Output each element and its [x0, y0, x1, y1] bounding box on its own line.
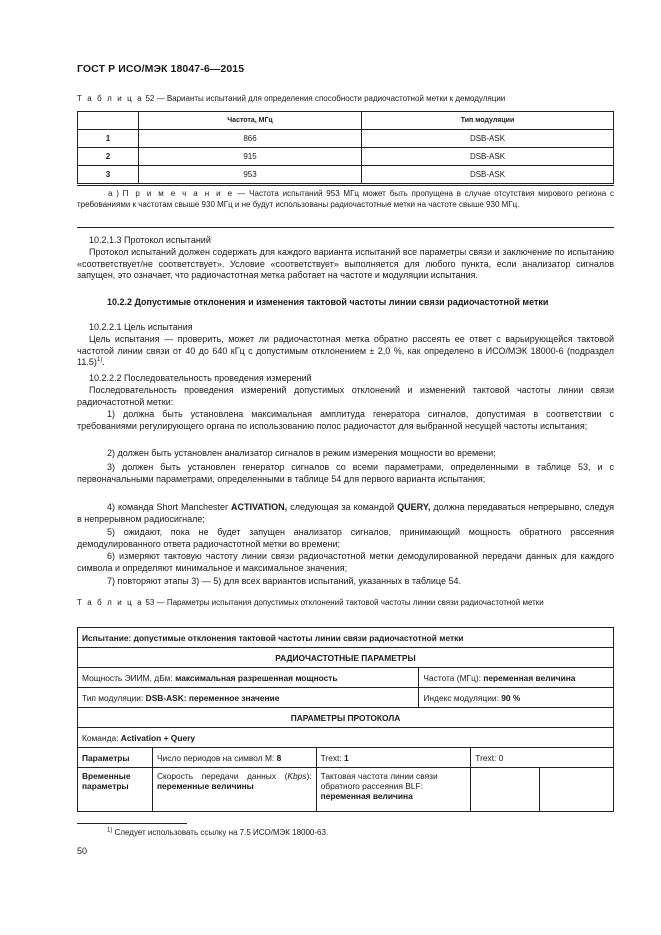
section-10-2-1-3-heading: 10.2.1.3 Протокол испытаний: [89, 235, 211, 245]
table-row: [78, 648, 614, 668]
table-cell: Параметры: [78, 748, 153, 768]
test-title-cell: Испытание: допустимые отклонения тактовой частоты линии связи радиочастотной метки: [78, 628, 614, 648]
procedure-intro: Последовательность проведения измерений допустимых отклонений и изменений тактовой частоты линии связи радиочастотной метки:: [77, 385, 614, 407]
table-cell: [471, 768, 540, 812]
table-cell: 953: [139, 166, 362, 184]
table-cell: Тактовая частота линии связи обратного рассеяния BLF: переменная величина: [316, 768, 471, 812]
section-10-2-2-1-body: Цель испытания — проверить, может ли радиочастотная метка обратно рассеять ее ответ с варьирующейся тактовой частотой линии связи от 40 до 640 кГц с допустимым отклонением ± 2,0 %, как определено в ИСО/МЭК 18000-6 (подраздел 11.5)$^{1)}$.: [77, 334, 614, 368]
table-cell: Тип модуляции: DSB-ASK: переменное значение: [78, 688, 419, 708]
table-row: [78, 748, 614, 768]
protocol-params-header: ПАРАМЕТРЫ ПРОТОКОЛА: [78, 708, 614, 728]
table-row: [78, 166, 614, 184]
page-number: 50: [77, 846, 88, 856]
table-row: [78, 130, 614, 148]
table-row: [78, 148, 614, 166]
document-header: ГОСТ Р ИСО/МЭК 18047-6—2015: [77, 63, 245, 75]
table52-caption: Т а б л и ц а 52 — Варианты испытаний для определения способности радиочастотной метки к демодуляции: [77, 94, 506, 103]
table-cell: Мощность ЭИИМ, дБм: максимальная разрешенная мощность: [78, 668, 419, 688]
procedure-step-1: 1) должна быть установлена максимальная амплитуда генератора сигналов, допустимая в соответствии с требованиями регулирующего органа по использованию полос радиочастот для выбранной несущей частоты испытания;: [77, 409, 614, 431]
table-header-cell: Частота, МГц: [139, 112, 362, 130]
table-cell: 915: [139, 148, 362, 166]
table53-caption: Т а б л и ц а 53 — Параметры испытания допустимых отклонений тактовой частоты линии связи радиочастотной метки: [77, 598, 544, 607]
procedure-step-4: 4) команда Short Manchester ACTIVATION, следующая за командой QUERY, должна передаваться непрерывно, следуя в непрерывном радиосигнале;: [77, 502, 614, 524]
table-cell: Число периодов на символ М: 8: [152, 748, 316, 768]
table-cell: DSB-ASK: [362, 148, 614, 166]
section-10-2-2-2-heading: 10.2.2.2 Последовательность проведения измерений: [89, 373, 312, 383]
table-cell: DSB-ASK: [362, 166, 614, 184]
table-cell: Команда: Activation + Query: [78, 728, 614, 748]
table-cell: 866: [139, 130, 362, 148]
section-10-2-2-heading: 10.2.2 Допустимые отклонения и изменения тактовой частоты линии связи радиочастотной метки: [107, 297, 549, 307]
table-cell: 3: [78, 166, 139, 184]
section-10-2-2-1-heading: 10.2.2.1 Цель испытания: [89, 322, 193, 332]
section-10-2-1-3-body: Протокол испытаний должен содержать для каждого варианта испытаний все параметры связи и заключение по испытанию «соответствует/не соответствует». Условие «соответствует» выполняется для любого пункта, если анализатор сигналов запущен, это означает, что радиочастотная метка работает на частоте и модуляции испытания.: [77, 247, 614, 281]
table-cell: Скорость передачи данных (Kbps): переменные величины: [152, 768, 316, 812]
footnote-divider: [77, 823, 187, 824]
procedure-step-2: 2) должен быть установлен анализатор сигналов в режим измерения мощности во времени;: [107, 448, 496, 458]
table-cell: Частота (МГц): переменная величина: [419, 668, 614, 688]
table-cell: DSB-ASK: [362, 130, 614, 148]
table-row: [78, 708, 614, 728]
table-row: [78, 668, 614, 688]
table-header-cell: [78, 112, 139, 130]
table-cell: 1: [78, 130, 139, 148]
table52-note: а ) П р и м е ч а н и е — Частота испытаний 953 МГц может быть пропущена в случае отсутствия мирового региона с требованиями к частотам свыше 930 МГц и не будут использованы радиочастотные метки на частоте свыше 930 МГц.: [77, 185, 614, 228]
table-header-cell: Тип модуляции: [362, 112, 614, 130]
table-cell: Временные параметры: [78, 768, 153, 812]
table-53: [77, 627, 614, 812]
table-row: [78, 628, 614, 648]
footnote: $^{1)}$ Следует использовать ссылку на 7.5 ИСО/МЭК 18000-63.: [107, 827, 329, 837]
table-cell: Trext: 1: [316, 748, 471, 768]
table-cell: Индекс модуляции: 90 %: [419, 688, 614, 708]
procedure-step-3: 3) должен быть установлен генератор сигналов со всеми параметрами, определенными в таблице 53, и с первоначальными параметрами, определенными в таблице 54 для первого варианта испытания;: [77, 462, 614, 484]
procedure-step-5: 5) ожидают, пока не будет запущен анализатор сигналов, принимающий мощность обратного рассеяния демодулированного ответа радиочастотной метки во времени;: [77, 527, 614, 549]
procedure-step-6: 6) измеряют тактовую частоту линии связи радиочастотной метки демодулированной передачи данных для каждого символа и определяют минимальное и максимальное значения;: [77, 551, 614, 573]
table-header-row: [78, 112, 614, 130]
table-52: [77, 111, 614, 184]
table-cell: [540, 768, 614, 812]
table-row: [78, 688, 614, 708]
table-row: [78, 728, 614, 748]
rf-params-header: РАДИОЧАСТОТНЫЕ ПАРАМЕТРЫ: [78, 648, 614, 668]
table-row: [78, 768, 614, 812]
table-cell: Trext: 0: [471, 748, 614, 768]
table-cell: 2: [78, 148, 139, 166]
procedure-step-7: 7) повторяют этапы 3) — 5) для всех вариантов испытаний, указанных в таблице 54.: [107, 576, 461, 586]
